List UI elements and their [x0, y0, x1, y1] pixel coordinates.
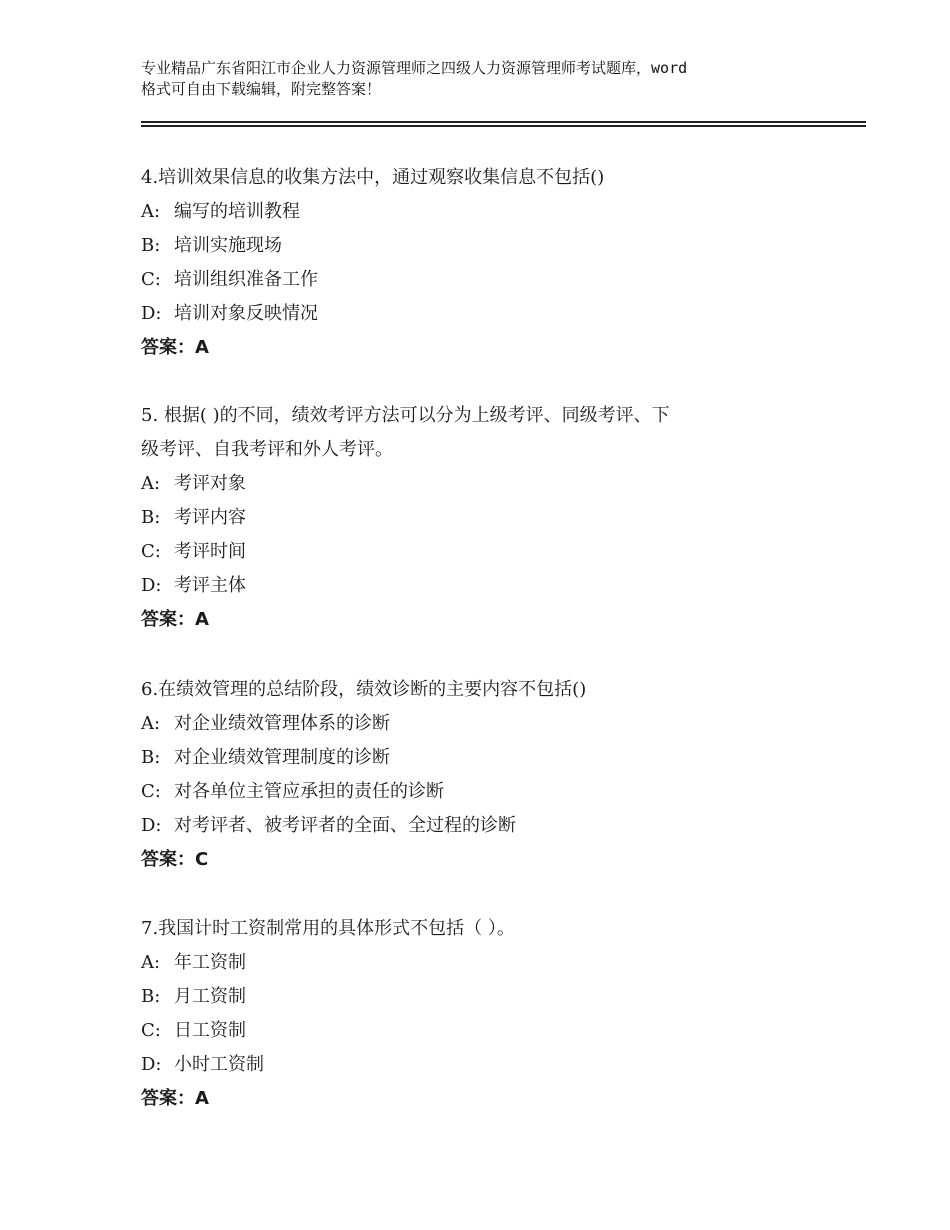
question-stem: [141, 161, 841, 195]
option-letter: C:: [141, 541, 161, 562]
header-divider-bottom: [141, 125, 866, 127]
question-6: [141, 673, 841, 877]
question-4: [141, 161, 841, 365]
option-b: [141, 229, 841, 263]
option-b: [141, 741, 841, 775]
option-letter: B:: [141, 747, 161, 768]
question-stem-line: 4.培训效果信息的收集方法中，通过观察收集信息不包括(): [141, 167, 605, 188]
option-d: [141, 1048, 841, 1082]
option-letter: B:: [141, 235, 161, 256]
option-c: [141, 263, 841, 297]
option-c: [141, 775, 841, 809]
option-text: 对各单位主管应承担的责任的诊断: [174, 781, 444, 802]
option-text: 考评主体: [174, 575, 246, 596]
option-a: [141, 467, 841, 501]
option-text: 对考评者、被考评者的全面、全过程的诊断: [174, 815, 516, 836]
option-a: [141, 946, 841, 980]
header-divider-top: [141, 121, 866, 123]
option-d: [141, 297, 841, 331]
question-stem: [141, 912, 841, 946]
header-line-1: 专业精品广东省阳江市企业人力资源管理师之四级人力资源管理师考试题库，word: [141, 59, 688, 77]
question-7: [141, 912, 841, 1116]
answer-line: 答案：A: [141, 1088, 209, 1109]
option-letter: D:: [141, 1054, 162, 1075]
option-d: [141, 809, 841, 843]
option-text: 对企业绩效管理制度的诊断: [174, 747, 390, 768]
option-letter: A:: [141, 952, 161, 973]
option-letter: A:: [141, 201, 161, 222]
option-c: [141, 535, 841, 569]
option-text: 月工资制: [174, 986, 246, 1007]
option-text: 小时工资制: [174, 1054, 264, 1075]
answer-line: 答案：A: [141, 337, 209, 358]
option-text: 考评内容: [174, 507, 246, 528]
option-text: 培训对象反映情况: [174, 303, 318, 324]
option-a: [141, 707, 841, 741]
option-text: 考评对象: [174, 473, 246, 494]
option-b: [141, 501, 841, 535]
option-text: 日工资制: [174, 1020, 246, 1041]
option-letter: D:: [141, 303, 162, 324]
option-text: 考评时间: [174, 541, 246, 562]
answer-line: 答案：C: [141, 849, 209, 870]
header-line-2: 格式可自由下载编辑，附完整答案！: [141, 80, 382, 98]
option-text: 培训实施现场: [174, 235, 282, 256]
question-stem-line: 5. 根据( )的不同，绩效考评方法可以分为上级考评、同级考评、下: [141, 405, 670, 426]
question-stem: [141, 673, 841, 707]
option-text: 培训组织准备工作: [174, 269, 318, 290]
option-letter: C:: [141, 781, 161, 802]
option-b: [141, 980, 841, 1014]
option-letter: C:: [141, 1020, 161, 1041]
answer-line: 答案：A: [141, 609, 209, 630]
question-stem-line: 6.在绩效管理的总结阶段，绩效诊断的主要内容不包括(): [141, 679, 587, 700]
option-letter: D:: [141, 575, 162, 596]
option-letter: C:: [141, 269, 161, 290]
option-c: [141, 1014, 841, 1048]
option-letter: B:: [141, 986, 161, 1007]
document-header: [141, 58, 831, 100]
option-letter: D:: [141, 815, 162, 836]
option-letter: A:: [141, 473, 161, 494]
option-text: 对企业绩效管理体系的诊断: [174, 713, 390, 734]
question-5: [141, 399, 841, 637]
question-stem-line: 级考评、自我考评和外人考评。: [141, 439, 393, 460]
question-stem-line: 7.我国计时工资制常用的具体形式不包括（ ）。: [141, 918, 515, 939]
question-stem: [141, 399, 841, 467]
option-text: 年工资制: [174, 952, 246, 973]
option-a: [141, 195, 841, 229]
option-d: [141, 569, 841, 603]
option-text: 编写的培训教程: [174, 201, 300, 222]
option-letter: B:: [141, 507, 161, 528]
option-letter: A:: [141, 713, 161, 734]
